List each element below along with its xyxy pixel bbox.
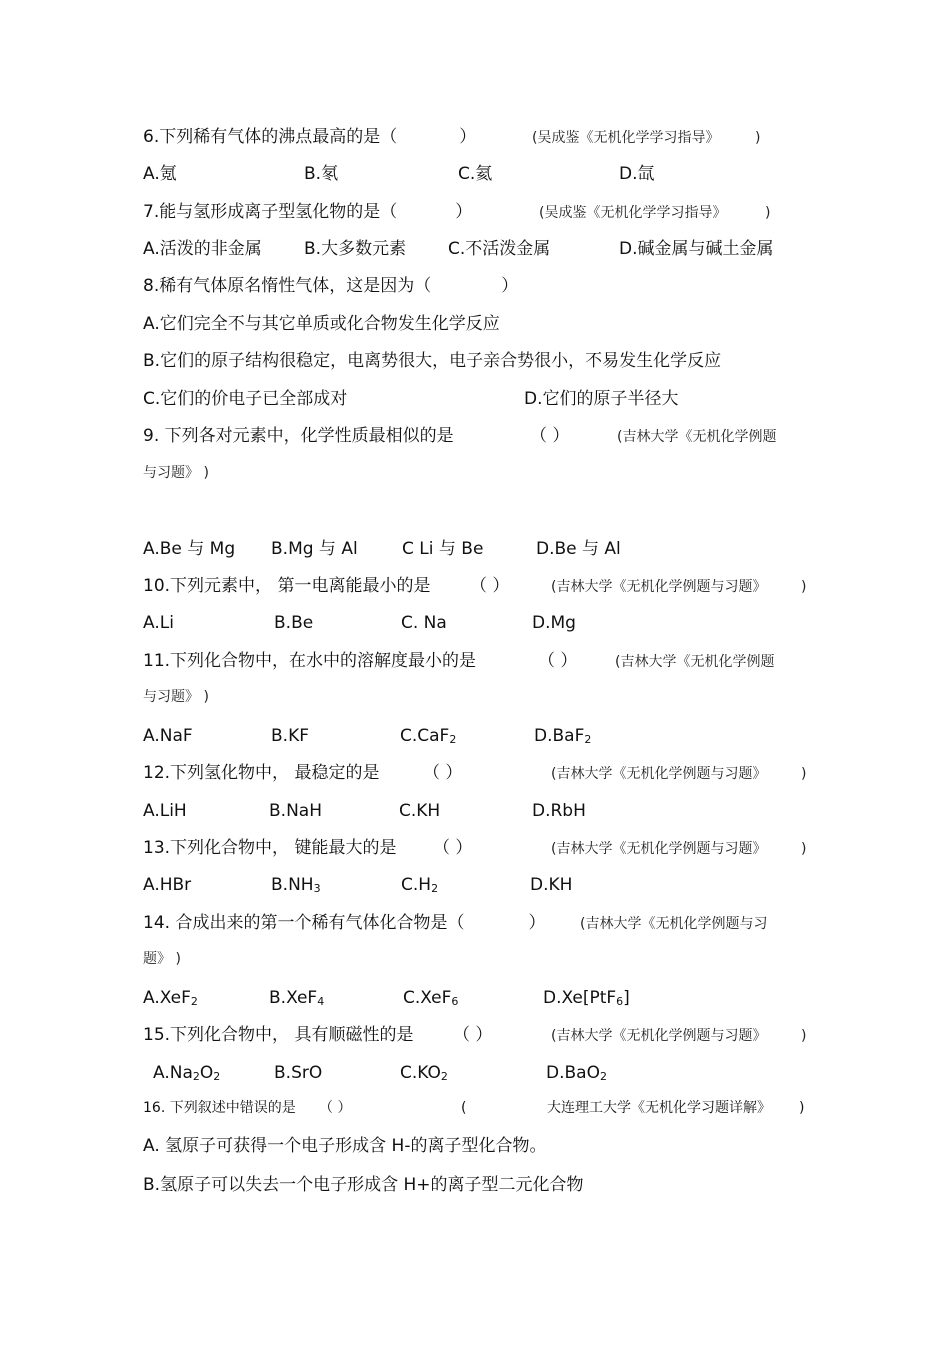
q12-paren: （ ）: [423, 763, 463, 783]
q11-option-b: B.KF: [271, 726, 309, 746]
q11-option-c-sub: 2: [449, 733, 457, 746]
q13-option-d: D.KH: [530, 875, 573, 895]
q15-option-d-text: D.BaO: [546, 1063, 600, 1083]
q11-option-c-text: C.CaF: [400, 726, 450, 746]
q12-option-c: C.KH: [399, 801, 441, 821]
question-13-stem: [143, 837, 807, 859]
q13-text: 13.下列化合物中， 键能最大的是: [143, 838, 397, 858]
q9-option-b: B.Mg 与 Al: [271, 539, 358, 559]
question-16-stem: [143, 1097, 805, 1119]
q8-option-a: A.它们完全不与其它单质或化合物发生化学反应: [143, 314, 500, 334]
question-15-stem: [143, 1024, 807, 1046]
q15-option-c-sub: 2: [440, 1070, 448, 1083]
q7-source: (吴成鉴《无机化学学习指导》: [539, 205, 727, 221]
question-10-stem: [143, 575, 807, 597]
q12-text: 12.下列氢化物中， 最稳定的是: [143, 763, 380, 783]
q11-option-d: [534, 725, 591, 751]
q6-source: (吴成鉴《无机化学学习指导》: [532, 130, 720, 146]
q10-option-d: D.Mg: [532, 613, 576, 633]
q11-source-cont: 与习题》 ): [143, 689, 209, 705]
question-9-stem: [143, 425, 777, 447]
q15-paren: （ ）: [453, 1025, 493, 1045]
q9-source-cont: 与习题》 ): [143, 465, 209, 481]
q14-option-a-sub: 2: [190, 995, 198, 1008]
q11-option-d-sub: 2: [584, 733, 592, 746]
q13-option-c: [401, 874, 438, 900]
q14-option-d: [543, 987, 630, 1013]
q9-option-c: C Li 与 Be: [402, 539, 484, 559]
q13-option-c-sub: 2: [431, 882, 439, 895]
question-12-stem: [143, 762, 807, 784]
q14-source: (吉林大学《无机化学例题与习: [580, 916, 768, 932]
q8-option-b: B.它们的原子结构很稳定，电离势很大，电子亲合势很小，不易发生化学反应: [143, 351, 722, 371]
question-14-stem: [143, 912, 768, 934]
q15-option-a: [153, 1062, 220, 1088]
q9-paren: （ ）: [530, 426, 570, 446]
q15-source: (吉林大学《无机化学例题与习题》: [551, 1028, 767, 1044]
q7-text: 7.能与氢形成离子型氢化物的是（: [143, 202, 398, 222]
q11-text: 11.下列化合物中，在水中的溶解度最小的是: [143, 651, 477, 671]
q10-option-a: A.Li: [143, 613, 174, 633]
q7-paren-close: ）: [455, 202, 473, 222]
q7-source-close: ): [765, 205, 771, 221]
q13-option-b-text: B.NH: [271, 875, 314, 895]
question-6-stem: [143, 126, 761, 148]
q15-source-close: ): [801, 1028, 807, 1044]
q15-option-a-mid: O: [199, 1063, 214, 1083]
q15-option-b: B.SrO: [274, 1063, 323, 1083]
q14-option-d-text: D.Xe[PtF: [543, 988, 617, 1008]
q14-option-c: [403, 987, 458, 1013]
q12-option-b: B.NaH: [269, 801, 322, 821]
q15-option-d: [546, 1062, 607, 1088]
q6-option-d: D.氙: [619, 164, 655, 184]
q10-option-b: B.Be: [274, 613, 314, 633]
q9-option-d: D.Be 与 Al: [536, 539, 621, 559]
q14-option-b-text: B.XeF: [269, 988, 318, 1008]
q11-option-c: [400, 725, 456, 751]
q14-option-a-text: A.XeF: [143, 988, 191, 1008]
q14-option-c-sub: 6: [451, 995, 459, 1008]
q13-paren: （ ）: [433, 838, 473, 858]
q13-option-a: A.HBr: [143, 875, 192, 895]
q7-option-d: D.碱金属与碱土金属: [619, 239, 774, 259]
q8-text: 8.稀有气体原名惰性气体，这是因为（: [143, 276, 432, 296]
q13-option-b: [271, 874, 321, 900]
q6-option-c: C.氦: [458, 164, 493, 184]
q15-option-a-sub2: 2: [213, 1070, 221, 1083]
q10-source: (吉林大学《无机化学例题与习题》: [551, 579, 767, 595]
q8-paren-close: ）: [501, 276, 519, 296]
question-8-stem: [143, 275, 518, 297]
q16-source-close: ): [799, 1100, 805, 1116]
q15-option-d-sub: 2: [599, 1070, 607, 1083]
q9-text: 9. 下列各对元素中，化学性质最相似的是: [143, 426, 454, 446]
q14-option-d-sub: 6: [616, 995, 624, 1008]
q14-option-b-sub: 4: [317, 995, 325, 1008]
q6-source-close: ): [755, 130, 761, 146]
q14-option-a: [143, 987, 198, 1013]
q14-paren-close: ）: [528, 913, 546, 933]
q8-option-c: C.它们的价电子已全部成对: [143, 389, 348, 409]
q15-option-a-sub1: 2: [192, 1070, 200, 1083]
q11-option-d-text: D.BaF: [534, 726, 585, 746]
q15-option-a-text: A.Na: [153, 1063, 193, 1083]
q14-option-b: [269, 987, 324, 1013]
q16-source: 大连理工大学《无机化学习题详解》: [547, 1100, 771, 1116]
q12-option-d: D.RbH: [532, 801, 586, 821]
q14-option-d-end: ]: [623, 988, 630, 1008]
q13-source: (吉林大学《无机化学例题与习题》: [551, 841, 767, 857]
q10-option-c: C. Na: [401, 613, 447, 633]
q15-text: 15.下列化合物中， 具有顺磁性的是: [143, 1025, 414, 1045]
question-7-stem: [143, 201, 771, 223]
q14-source-cont: 题》 ): [143, 951, 181, 967]
q11-option-a: A.NaF: [143, 726, 193, 746]
q14-option-c-text: C.XeF: [403, 988, 452, 1008]
q13-source-close: ): [801, 841, 807, 857]
q16-source-open: (: [461, 1100, 467, 1116]
q10-text: 10.下列元素中， 第一电离能最小的是: [143, 576, 431, 596]
q7-option-c: C.不活泼金属: [448, 239, 551, 259]
q7-option-a: A.活泼的非金属: [143, 239, 262, 259]
q16-option-b: B.氢原子可以失去一个电子形成含 H+的离子型二元化合物: [143, 1175, 584, 1195]
q16-text: 16. 下列叙述中错误的是: [143, 1100, 296, 1116]
q16-paren: （ ）: [319, 1100, 352, 1116]
q12-option-a: A.LiH: [143, 801, 187, 821]
q6-text: 6.下列稀有气体的沸点最高的是（: [143, 127, 398, 147]
q11-paren: （ ）: [538, 651, 578, 671]
q15-option-c-text: C.KO: [400, 1063, 441, 1083]
q11-source: (吉林大学《无机化学例题: [615, 654, 775, 670]
q10-source-close: ): [801, 579, 807, 595]
q13-option-c-text: C.H: [401, 875, 432, 895]
q12-source: (吉林大学《无机化学例题与习题》: [551, 766, 767, 782]
q6-paren-close: ）: [459, 127, 477, 147]
q9-source: (吉林大学《无机化学例题: [617, 429, 777, 445]
q16-option-a: A. 氢原子可获得一个电子形成含 H-的离子型化合物。: [143, 1136, 547, 1156]
q8-option-d: D.它们的原子半径大: [524, 389, 679, 409]
q6-option-a: A.氪: [143, 164, 177, 184]
q14-text: 14. 合成出来的第一个稀有气体化合物是（: [143, 913, 465, 933]
question-11-stem: [143, 650, 775, 672]
q12-source-close: ): [801, 766, 807, 782]
q7-option-b: B.大多数元素: [304, 239, 407, 259]
q15-option-c: [400, 1062, 448, 1088]
q9-option-a: A.Be 与 Mg: [143, 539, 236, 559]
q6-option-b: B.氡: [304, 164, 339, 184]
q13-option-b-sub: 3: [313, 882, 321, 895]
q10-paren: （ ）: [470, 576, 510, 596]
